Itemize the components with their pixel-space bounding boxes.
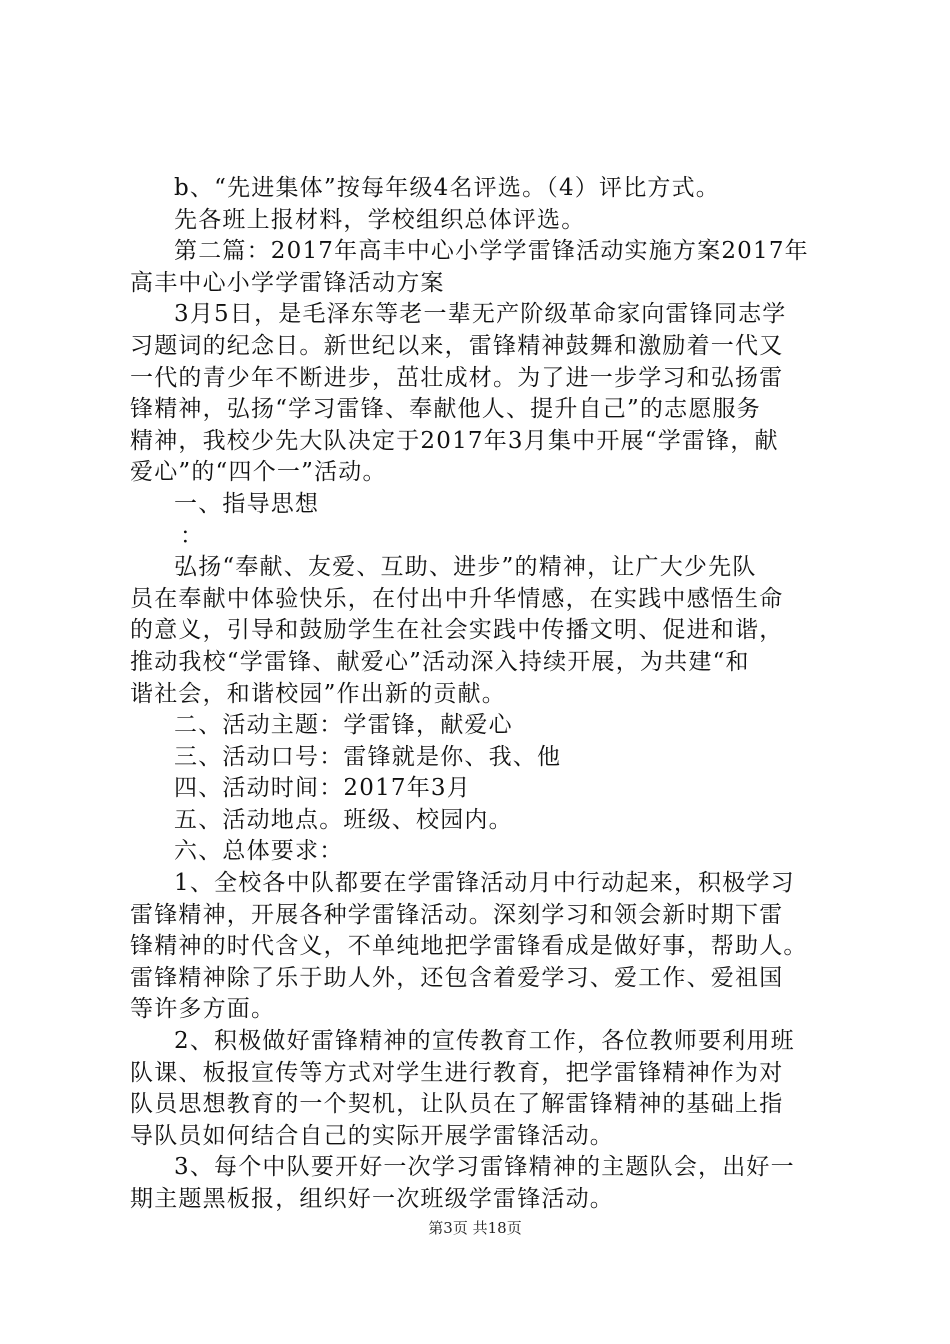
paragraph-line: 员在奉献中体验快乐，在付出中升华情感，在实践中感悟生命 [130, 585, 784, 612]
paragraph-line: 锋精神的时代含义，不单纯地把学雷锋看成是做好事，帮助人。 [130, 933, 808, 960]
paragraph-line: 1、全校各中队都要在学雷锋活动月中行动起来，积极学习 [174, 870, 795, 897]
paragraph-line: 锋精神，弘扬“学习雷锋、奉献他人、提升自己”的志愿服务 [130, 396, 761, 423]
paragraph-line: 队员思想教育的一个契机，让队员在了解雷锋精神的基础上指 [130, 1091, 784, 1118]
paragraph-line: 的意义，引导和鼓励学生在社会实践中传播文明、促进和谐， [130, 617, 784, 644]
paragraph-line: 先各班上报材料，学校组织总体评选。 [174, 206, 586, 233]
section-heading-line: 第二篇：2017年高丰中心小学学雷锋活动实施方案2017年 [174, 238, 809, 265]
paragraph-line: 爱心”的“四个一”活动。 [130, 459, 387, 486]
paragraph-line: 弘扬“奉献、友爱、互助、进步”的精神，让广大少先队 [174, 554, 757, 581]
subheading-line: 二、活动主题：学雷锋，献爱心 [174, 712, 513, 739]
paragraph-line: 3、每个中队要开好一次学习雷锋精神的主题队会，出好一 [174, 1154, 795, 1181]
paragraph-line: 精神，我校少先大队决定于2017年3月集中开展“学雷锋，献 [130, 427, 779, 454]
subheading-line: 五、活动地点。班级、校园内。 [174, 806, 513, 833]
paragraph-line: 3月5日，是毛泽东等老一辈无产阶级革命家向雷锋同志学 [174, 301, 787, 328]
paragraph-line: 导队员如何结合自己的实际开展学雷锋活动。 [130, 1122, 614, 1149]
subheading-line: 三、活动口号：雷锋就是你、我、他 [174, 743, 562, 770]
paragraph-line: 期主题黑板报，组织好一次班级学雷锋活动。 [130, 1186, 614, 1212]
paragraph-line: 雷锋精神除了乐于助人外，还包含着爱学习、爱工作、爱祖国 [130, 964, 784, 991]
paragraph-line: 等许多方面。 [130, 996, 276, 1023]
paragraph-line: ： [180, 522, 205, 549]
paragraph-line: 习题词的纪念日。新世纪以来，雷锋精神鼓舞和激励着一代又 [130, 332, 784, 359]
paragraph-line: 推动我校“学雷锋、献爱心”活动深入持续开展，为共建“和 [130, 648, 750, 675]
paragraph-line: 队课、板报宣传等方式对学生进行教育，把学雷锋精神作为对 [130, 1059, 784, 1086]
paragraph-line: 雷锋精神，开展各种学雷锋活动。深刻学习和领会新时期下雷 [130, 901, 784, 928]
document-body [130, 173, 840, 1216]
page-number-footer: 第3页 共18页 [428, 1219, 522, 1237]
section-heading-line: 高丰中心小学学雷锋活动方案 [130, 269, 445, 296]
subheading-line: 六、总体要求： [174, 838, 344, 865]
paragraph-line: 一代的青少年不断进步，茁壮成材。为了进一步学习和弘扬雷 [130, 364, 784, 391]
paragraph-line: 2、积极做好雷锋精神的宣传教育工作，各位教师要利用班 [174, 1028, 795, 1055]
paragraph-line: 谐社会，和谐校园”作出新的贡献。 [130, 680, 506, 707]
subheading-line: 四、活动时间：2017年3月 [174, 775, 471, 802]
paragraph-line: b、“先进集体”按每年级4名评选。（4）评比方式。 [174, 175, 721, 201]
subheading-line: 一、指导思想 [174, 490, 320, 517]
